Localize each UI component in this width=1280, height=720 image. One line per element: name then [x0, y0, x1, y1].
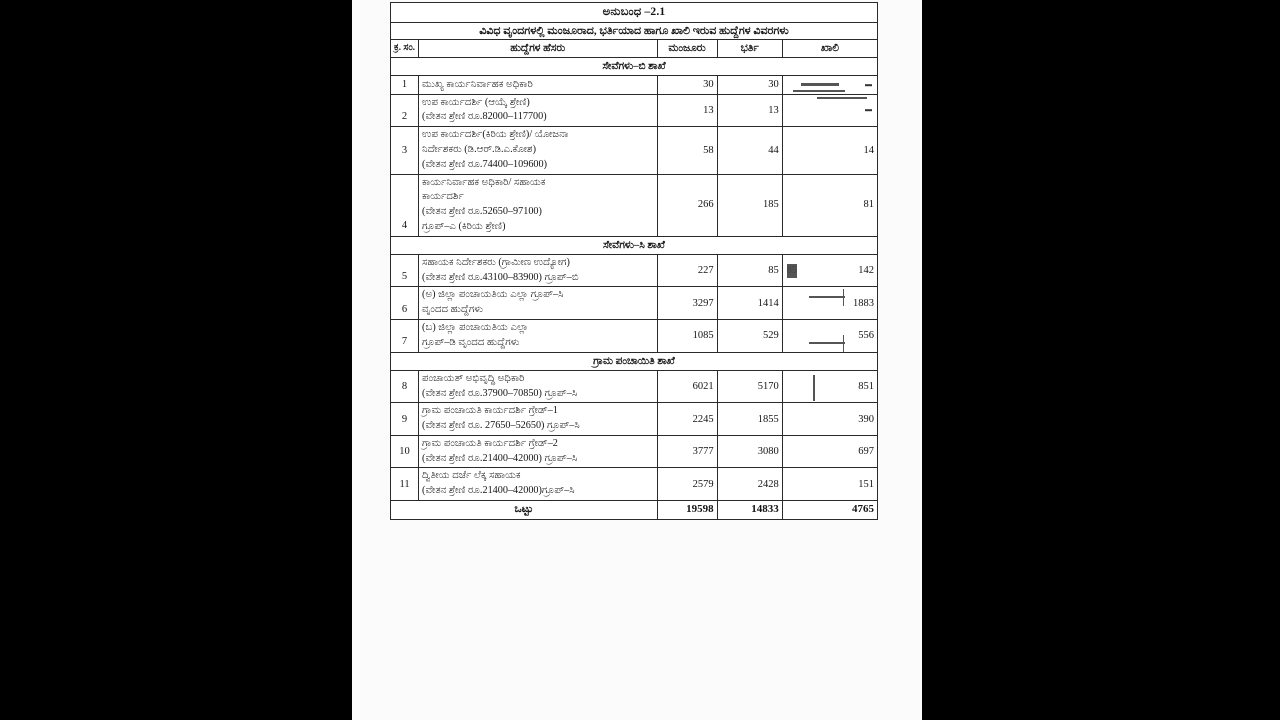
total-vacant: 4765 — [782, 501, 877, 520]
row-filled: 85 — [717, 254, 782, 287]
row-post-name — [419, 320, 657, 353]
row-sanctioned: 3297 — [657, 287, 717, 320]
row-post-name — [419, 468, 657, 501]
scan-artifact-vertical-line — [813, 375, 815, 401]
row-vacant: 14 — [782, 127, 877, 174]
scanned-document-page — [352, 0, 922, 720]
row-sanctioned: 266 — [657, 174, 717, 236]
scan-artifact-tee — [809, 342, 845, 344]
section-heading-row — [391, 58, 878, 76]
row-vacant: 697 — [782, 435, 877, 468]
row-sanctioned: 58 — [657, 127, 717, 174]
column-header-sanctioned: ಮಂಜೂರು — [657, 39, 717, 57]
total-label: ಒಟ್ಟು — [391, 501, 658, 520]
table-row — [391, 403, 878, 436]
scan-artifact-stub: 85 — [787, 264, 797, 279]
document-title: ಅನುಬಂಧ –2.1 — [391, 3, 878, 23]
scan-artifact-dash — [793, 90, 845, 92]
row-filled: 185 — [717, 174, 782, 236]
row-serial: 1 — [391, 76, 419, 94]
row-sanctioned: 1085 — [657, 320, 717, 353]
section-heading-row — [391, 352, 878, 370]
scan-artifact-tee — [843, 289, 845, 306]
post-name-line: ಸಹಾಯಕ ನಿರ್ದೇಶಕರು (ಗ್ರಾಮೀಣ ಉದ್ಯೋಗ) — [422, 256, 570, 268]
post-name-line: (ವೇತನ ಶ್ರೇಣಿ ರೂ.21400–42000)ಗ್ರೂಪ್–ಸಿ — [422, 485, 575, 497]
row-serial: 8 — [391, 370, 419, 403]
post-name-line: (ವೇತನ ಶ್ರೇಣಿ ರೂ.21400–42000) ಗ್ರೂಪ್–ಸಿ — [422, 452, 578, 464]
post-name-line: (ಬ) ಜಿಲ್ಲಾ ಪಂಚಾಯತಿಯ ಎಲ್ಲಾ — [422, 322, 529, 333]
row-post-name — [419, 94, 657, 127]
letterbox-bar-left — [0, 0, 352, 720]
total-filled: 14833 — [717, 501, 782, 520]
post-name-line: ಕಾರ್ಯನಿರ್ವಾಹಕ ಅಧಿಕಾರಿ/ ಸಹಾಯಕ — [422, 176, 546, 188]
row-filled: 2428 — [717, 468, 782, 501]
scan-artifact-hyphen — [865, 110, 872, 112]
scan-artifact-tee — [843, 335, 845, 352]
row-sanctioned: 3777 — [657, 435, 717, 468]
scan-artifact-hyphen — [865, 84, 872, 86]
post-name-line: ವೃಂದದ ಹುದ್ದೆಗಳು — [422, 304, 484, 316]
column-header-post-name: ಹುದ್ದೆಗಳ ಹೆಸರು — [419, 39, 657, 57]
vacant-value: 851 — [858, 380, 874, 392]
row-post-name — [419, 435, 657, 468]
row-post-name — [419, 370, 657, 403]
table-row — [391, 254, 878, 287]
row-serial: 7 — [391, 320, 419, 353]
column-header-row — [391, 39, 878, 57]
row-filled: 30 — [717, 76, 782, 94]
post-name-line: ಗ್ರೂಪ್–ಎ (ಕಿರಿಯ ಶ್ರೇಣಿ) — [422, 220, 506, 232]
table-total-row — [391, 501, 878, 520]
row-serial: 5 — [391, 254, 419, 287]
post-name-line: ನಿರ್ದೇಶಕರು (ಡಿ.ಆರ್.ಡಿ.ಎ.ಕೋಶ) — [422, 143, 537, 155]
row-sanctioned: 6021 — [657, 370, 717, 403]
row-post-name — [419, 254, 657, 287]
row-vacant: 151 — [782, 468, 877, 501]
row-vacant: 390 — [782, 403, 877, 436]
post-name-line: ಪಂಚಾಯತ್ ಅಭಿವೃದ್ಧಿ ಅಧಿಕಾರಿ — [422, 372, 525, 384]
scan-artifact-tee — [809, 296, 845, 298]
table-row — [391, 94, 878, 127]
row-sanctioned: 227 — [657, 254, 717, 287]
post-name-line: ಗ್ರೂಪ್–ಡಿ ವೃಂದದ ಹುದ್ದೆಗಳು — [422, 336, 520, 348]
post-name-line: ಕಾರ್ಯದರ್ಶಿ — [422, 191, 464, 203]
section-heading-2: ಗ್ರಾಮ ಪಂಚಾಯಿತಿ ಶಾಖೆ — [391, 352, 878, 370]
row-post-name — [419, 76, 657, 94]
row-filled: 1414 — [717, 287, 782, 320]
posts-table — [390, 2, 878, 520]
section-heading-row — [391, 236, 878, 254]
row-serial: 3 — [391, 127, 419, 174]
post-name-line: ಗ್ರಾಮ ಪಂಚಾಯತಿ ಕಾರ್ಯದರ್ಶಿ ಗ್ರೇಡ್–2 — [422, 437, 558, 449]
table-row — [391, 76, 878, 94]
post-name-line: ದ್ವಿತೀಯ ದರ್ಜೆ ಲೆಕ್ಕ ಸಹಾಯಕ — [422, 470, 521, 482]
row-vacant — [782, 76, 877, 94]
row-sanctioned: 2579 — [657, 468, 717, 501]
table-row — [391, 127, 878, 174]
row-filled: 529 — [717, 320, 782, 353]
table-row — [391, 435, 878, 468]
row-post-name — [419, 127, 657, 174]
table-subtitle-row — [391, 22, 878, 39]
row-serial: 9 — [391, 403, 419, 436]
vacant-value: 142 — [858, 265, 874, 277]
column-header-serial: ಕ್ರ. ಸಂ. — [391, 39, 419, 57]
scan-artifact-dash — [817, 97, 867, 99]
row-serial: 10 — [391, 435, 419, 468]
section-heading-1: ಸೇವೆಗಳು–ಸಿ ಶಾಖೆ — [391, 236, 878, 254]
row-post-name — [419, 174, 657, 236]
row-filled: 3080 — [717, 435, 782, 468]
row-post-name — [419, 403, 657, 436]
row-sanctioned: 30 — [657, 76, 717, 94]
post-name-line: (ವೇತನ ಶ್ರೇಣಿ ರೂ.74400–109600) — [422, 158, 547, 170]
row-post-name — [419, 287, 657, 320]
post-name-line: (ವೇತನ ಶ್ರೇಣಿ ರೂ.52650–97100) — [422, 206, 542, 218]
vacant-value: 556 — [858, 330, 874, 342]
row-filled: 13 — [717, 94, 782, 127]
row-serial: 4 — [391, 174, 419, 236]
post-name-line: (ವೇತನ ಶ್ರೇಣಿ ರೂ.82000–117700) — [422, 111, 547, 123]
row-vacant: 81 — [782, 174, 877, 236]
post-name-line: ಉಪ ಕಾರ್ಯದರ್ಶಿ(ಕಿರಿಯ ಶ್ರೇಣಿ)/ ಯೋಜನಾ — [422, 129, 569, 141]
row-filled: 1855 — [717, 403, 782, 436]
table-row — [391, 174, 878, 236]
document-subtitle: ವಿವಿಧ ವೃಂದಗಳಲ್ಲಿ ಮಂಜೂರಾದ, ಭರ್ತಿಯಾದ ಹಾಗೂ ಖಾಲಿ ಇರುವ ಹುದ್ದೆಗಳ ವಿವರಗಳು — [391, 22, 878, 39]
row-filled: 44 — [717, 127, 782, 174]
post-name-line: ಮುಖ್ಯ ಕಾರ್ಯನಿರ್ವಾಹಕ ಅಧಿಕಾರಿ — [422, 78, 533, 90]
row-vacant — [782, 320, 877, 353]
row-vacant — [782, 94, 877, 127]
scan-artifact-dash — [801, 83, 839, 86]
table-title-row — [391, 3, 878, 23]
table-row — [391, 320, 878, 353]
row-vacant — [782, 370, 877, 403]
post-name-line: ಉಪ ಕಾರ್ಯದರ್ಶಿ (ಆಯ್ಕೆ ಶ್ರೇಣಿ) — [422, 96, 530, 108]
post-name-line: ಗ್ರಾಮ ಪಂಚಾಯತಿ ಕಾರ್ಯದರ್ಶಿ ಗ್ರೇಡ್–1 — [422, 405, 558, 417]
document-content-area — [390, 2, 880, 718]
section-heading-0: ಸೇವೆಗಳು–ಬಿ ಶಾಖೆ — [391, 58, 878, 76]
table-row — [391, 287, 878, 320]
vacant-value: 1883 — [853, 297, 874, 309]
column-header-vacant: ಖಾಲಿ — [782, 39, 877, 57]
post-name-line: (ವೇತನ ಶ್ರೇಣಿ ರೂ.37900–70850) ಗ್ರೂಪ್–ಸಿ — [422, 387, 578, 399]
row-serial: 11 — [391, 468, 419, 501]
row-vacant — [782, 254, 877, 287]
row-vacant — [782, 287, 877, 320]
total-sanctioned: 19598 — [657, 501, 717, 520]
row-serial: 6 — [391, 287, 419, 320]
post-name-line: (ವೇತನ ಶ್ರೇಣಿ ರೂ. 27650–52650) ಗ್ರೂಪ್–ಸಿ — [422, 420, 580, 432]
post-name-line: (ವೇತನ ಶ್ರೇಣಿ ರೂ.43100–83900) ಗ್ರೂಪ್–ಬಿ — [422, 271, 579, 283]
row-sanctioned: 13 — [657, 94, 717, 127]
table-row — [391, 370, 878, 403]
row-serial: 2 — [391, 94, 419, 127]
column-header-filled: ಭರ್ತಿ — [717, 39, 782, 57]
letterbox-bar-right — [922, 0, 1280, 720]
table-row — [391, 468, 878, 501]
row-sanctioned: 2245 — [657, 403, 717, 436]
post-name-line: (ಅ) ಜಿಲ್ಲಾ ಪಂಚಾಯತಿಯ ಎಲ್ಲಾ ಗ್ರೂಪ್–ಸಿ — [422, 289, 564, 301]
row-filled: 5170 — [717, 370, 782, 403]
